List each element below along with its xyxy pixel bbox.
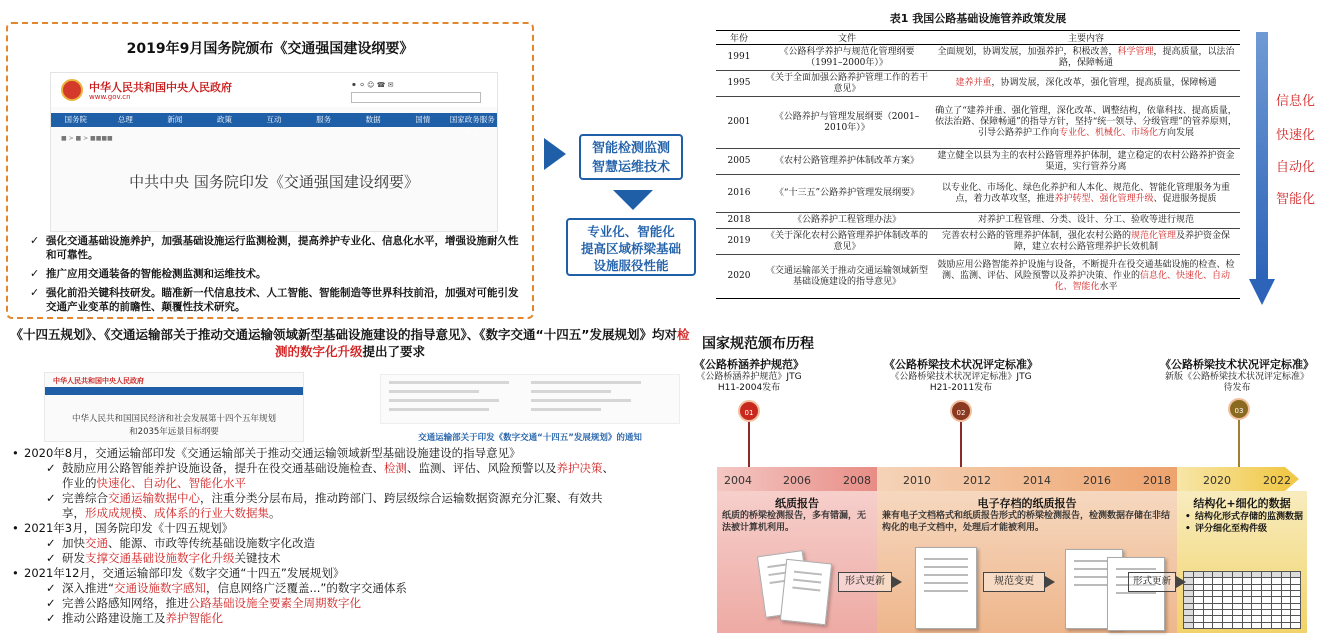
text-run: 完善公路感知网络，推进	[62, 596, 189, 610]
transition-arrow: 规范变更	[983, 572, 1045, 592]
era-electronic	[877, 491, 1177, 633]
paper-report-icon	[780, 559, 832, 625]
text-run: 、能源、市政等传统基础设施数字化改造	[108, 536, 315, 550]
text-run: 全面规划，协调发展，加强养护，积极改善，	[937, 46, 1118, 57]
trend-word: 快速化	[1276, 128, 1316, 143]
check-icon: ✓	[30, 286, 40, 299]
highlight-text: 形成成规模、成体系的行业大数据集	[85, 506, 269, 520]
cell-content	[932, 255, 1240, 299]
gov-nav-item: 国家政务服务平台	[449, 115, 495, 138]
text-run: 深入推进“	[62, 581, 114, 595]
gov-site-header	[51, 73, 497, 107]
pin-line	[748, 422, 750, 468]
text-run: 及养护资金保障，建立农村公路管理养护长效机制	[1013, 230, 1231, 252]
report-page-icon	[1107, 557, 1165, 631]
highlight-text: 规范化管理	[1130, 230, 1176, 241]
text-run: 关键技术	[234, 551, 281, 565]
trend-word: 信息化	[1276, 94, 1316, 109]
cell-year: 2001	[716, 97, 762, 149]
outline-points	[30, 234, 522, 319]
col-header-doc: 文件	[762, 31, 932, 45]
table-header-row	[716, 31, 1240, 45]
timeline-entry	[10, 521, 696, 536]
year-tick: 2012	[963, 474, 991, 487]
highlight-text: 建养并重	[955, 78, 992, 88]
policy-panel-2019	[6, 22, 534, 319]
table-row	[716, 97, 1240, 149]
text-run: 建立健全以县为主的农村公路管理养护体制，建立稳定的农村公路养护资金渠道，实行管养分离	[937, 150, 1235, 172]
standard-sub: 待发布	[1223, 383, 1251, 393]
table-title: 表1 我国公路基础设施管养政策发展	[889, 12, 1067, 25]
timeline-subpoint	[10, 581, 696, 596]
check-icon: ✓	[46, 611, 56, 625]
panel-title: 2019年9月国务院颁布《交通强国建设纲要》	[126, 41, 414, 57]
timeline-subpoint	[10, 536, 696, 551]
policy-timeline-list	[10, 446, 696, 626]
text-run: 、	[602, 461, 614, 475]
cell-document: 《交通运输部关于推动交通运输领域新型基础设施建设的指导意见》	[762, 255, 932, 299]
standards-title: 国家规范颁布历程	[702, 336, 814, 352]
text-run: 鼓励应用公路智能养护设施与设备，不断提升在役交通基础设施的检查、检测、监测、评估、风险预警以及养护决策、作业的	[937, 260, 1235, 281]
breadcrumb: ■ > ■ > ■■■■	[61, 135, 113, 142]
plan-title-line: 和2035年远景目标纲要	[129, 427, 219, 437]
era-title: 结构化+细化的数据	[1193, 497, 1291, 510]
cell-content	[932, 175, 1240, 213]
cell-year: 2016	[716, 175, 762, 213]
cell-document: 《关于深化农村公路管理养护体制改革的意见》	[762, 229, 932, 255]
year-tick: 2016	[1083, 474, 1111, 487]
tech-box-line: 智能检测监测	[591, 141, 670, 156]
policy-table	[716, 30, 1240, 299]
highlight-text: 检测的数字化升级	[274, 327, 690, 359]
text-run: 2021年3月，国务院印发《十四五规划》	[24, 521, 234, 535]
timeline-subpoint	[10, 461, 696, 476]
arrow-right-icon	[544, 138, 566, 170]
goal-box	[566, 218, 696, 276]
timeline-subpoint	[10, 506, 696, 521]
year-tick: 2014	[1023, 474, 1051, 487]
text-run: 鼓励应用公路智能养护设施设备，提升在役交通基础设施检查、	[62, 461, 384, 475]
text-run: 。	[269, 506, 281, 520]
highlight-text: 快速化、自动化、智能化水平	[96, 476, 246, 490]
standard-name: 《公路桥涵养护规范》	[694, 358, 804, 371]
gov-toolbar-icons: ⚫ ⚪ ☺ ☎ ✉	[351, 81, 394, 89]
pin-line	[960, 422, 962, 468]
check-icon: ✓	[30, 267, 40, 280]
cell-document: 《公路养护与管理发展纲要（2001–2010年）》	[762, 97, 932, 149]
text-run: 对养护工程管理、分类、设计、分工、验收等进行规范	[977, 215, 1194, 225]
outline-point	[30, 234, 522, 262]
check-icon: ✓	[46, 491, 56, 505]
text-run: 方向发展	[1158, 128, 1195, 138]
cell-year: 1991	[716, 45, 762, 71]
check-icon: ✓	[46, 551, 56, 565]
timeline-entry	[10, 446, 696, 461]
goal-box-line: 专业化、智能化	[587, 224, 675, 239]
cell-year: 2018	[716, 213, 762, 229]
timeline-entry	[10, 566, 696, 581]
gov-nav-item: 新闻	[167, 115, 183, 124]
table-row	[716, 149, 1240, 175]
tech-box-line: 智慧运维技术	[591, 160, 670, 175]
highlight-text: 科学管理	[1117, 46, 1154, 57]
check-icon: ✓	[46, 536, 56, 550]
text-run: 完善农村公路的管理养护体制，强化农村公路的	[941, 230, 1131, 241]
era-list-item: • 结构化形式存储的监测数据	[1185, 511, 1303, 523]
transition-arrow: 形式更新	[1128, 572, 1176, 592]
era-structured	[1177, 491, 1307, 633]
highlight-text: 信息化、快速化、自动化、智能化	[1054, 271, 1231, 292]
milestone-pin-icon: 01	[738, 400, 760, 422]
highlight-text: 专业化、机械化、市场化	[1058, 128, 1158, 138]
cell-year: 2020	[716, 255, 762, 299]
cell-content	[932, 45, 1240, 71]
text-run: 提出了要求	[362, 344, 426, 359]
timeline-subpoint	[10, 491, 696, 506]
highlight-text: 养护智能化	[165, 611, 223, 625]
cell-content	[932, 149, 1240, 175]
article-headline: 中共中央 国务院印发《交通强国建设纲要》	[129, 173, 419, 191]
highlight-text: 交通	[85, 536, 108, 550]
table-row	[716, 45, 1240, 71]
highlight-text: 交通设施数字感知	[113, 581, 206, 595]
text-run: ，信息网络广泛覆盖...”的数字交通体系	[205, 581, 407, 595]
structured-data-table-icon	[1183, 571, 1301, 629]
outline-point-text: 强化前沿关键科技研发。瞄准新一代信息技术、人工智能、智能制造等世界科技前沿，加强对可能引发交通产业变革的前瞻性、颠覆性技术研究。	[46, 287, 519, 313]
notice-screenshot	[380, 374, 680, 424]
text-run: 作业的	[62, 476, 97, 490]
gov-nav-item: 国务院	[64, 115, 88, 124]
era-paper	[717, 491, 877, 633]
gov-site-url: www.gov.cn	[89, 93, 131, 101]
text-run: 完善综合	[62, 491, 108, 505]
timeline-subpoint	[10, 476, 696, 491]
era-list-item: • 评分细化至构件级	[1185, 523, 1303, 535]
text-run: ，协调发展，深化改革，强化管理，提高质量，保障畅通	[991, 78, 1217, 88]
highlight-text: 检测	[384, 461, 407, 475]
timeline-subpoint	[10, 611, 696, 626]
gov-nav-item: 政策	[216, 115, 232, 124]
plan-title	[45, 413, 303, 439]
text-run: 以专业化、市场化、绿色化养护和人本化、规范化、智能化管理服务为重点，着力改革攻坚，推进	[941, 182, 1230, 204]
plan-14th-screenshot	[44, 372, 304, 442]
timeline-subpoint	[10, 596, 696, 611]
highlight-text: 支撑交通基础设施数字化升级	[85, 551, 235, 565]
gov-nav-item: 总理	[117, 115, 133, 124]
col-header-content: 主要内容	[932, 31, 1240, 45]
text-run: 2020年8月，交通运输部印发《交通运输部关于推动交通运输领域新型基础设施建设的指导意见》	[24, 446, 521, 460]
cell-document: 《“十三五”公路养护管理发展纲要》	[762, 175, 932, 213]
table-row	[716, 229, 1240, 255]
era-text: 纸质的桥梁检测报告，多有错漏，无法被计算机利用。	[722, 511, 867, 533]
gov-website-screenshot	[50, 72, 498, 232]
standard-name: 《公路桥梁技术状况评定标准》	[1160, 358, 1314, 371]
highlight-text: 养护转型、强化管理升级	[1054, 193, 1154, 204]
notice-caption: 交通运输部关于印发《数字交通“十四五”发展规划》的通知	[418, 433, 642, 443]
text-run: ，注重分类分层布局，推动跨部门、跨层级综合运输数据资源充分汇聚、有效共	[200, 491, 603, 505]
highlight-text: 公路基础设施全要素全周期数字化	[188, 596, 361, 610]
check-icon: ✓	[46, 581, 56, 595]
trend-word: 自动化	[1276, 160, 1316, 175]
digital-upgrade-heading	[8, 326, 692, 360]
gov-nav-item: 互动	[266, 115, 282, 124]
text-run: 推动公路建设施工及	[62, 611, 166, 625]
check-icon: ✓	[46, 596, 56, 610]
tech-box	[579, 134, 683, 180]
standard-sub: 新版《公路桥梁技术状况评定标准》	[1164, 372, 1309, 382]
highlight-text: 交通运输数据中心	[108, 491, 200, 505]
transition-arrow: 形式更新	[838, 572, 892, 592]
text-run: 水平	[1099, 282, 1118, 292]
cell-year: 1995	[716, 71, 762, 97]
goal-box-line: 设施服役性能	[593, 258, 669, 273]
outline-point-text: 推广应用交通装备的智能检测监测和运维技术。	[46, 268, 267, 280]
table-row	[716, 213, 1240, 229]
col-header-year: 年份	[716, 31, 762, 45]
milestone-pin-icon: 02	[950, 400, 972, 422]
table-row	[716, 175, 1240, 213]
gov-nav-item: 服务	[316, 115, 332, 124]
year-tick: 2018	[1143, 474, 1171, 487]
year-tick: 2004	[724, 474, 752, 487]
cell-content	[932, 229, 1240, 255]
gov-search-input	[351, 92, 481, 103]
pin-line	[1238, 420, 1240, 468]
era-title: 电子存档的纸质报告	[977, 497, 1077, 510]
cell-content	[932, 97, 1240, 149]
gov-nav-bar	[51, 113, 497, 138]
trend-arrow-shaft	[1256, 32, 1268, 280]
text-run: 《十四五规划》、《交通运输部关于推动交通运输领域新型基础设施建设的指导意见》、《数字交通“十四五”发展规划》均对	[10, 327, 677, 342]
outline-point-text: 强化交通基础设施养护，加强基础设施运行监测检测，提高养护专业化、信息化水平，增强设施耐久性和可靠性。	[46, 235, 519, 261]
gov-nav-bar	[45, 387, 303, 395]
era-title: 纸质报告	[775, 497, 819, 510]
standard-sub: H21-2011发布	[929, 383, 993, 393]
standard-name: 《公路桥梁技术状况评定标准》	[884, 358, 1038, 371]
cell-content	[932, 213, 1240, 229]
check-icon: ✓	[46, 461, 56, 475]
milestone-pin-icon: 03	[1228, 398, 1250, 420]
cell-year: 2019	[716, 229, 762, 255]
report-page-icon	[915, 547, 977, 629]
text-run: 、促进服务提质	[1153, 193, 1217, 204]
gov-site-name: 中华人民共和国中央人民政府	[53, 377, 144, 385]
national-emblem-icon	[61, 79, 83, 101]
text-run: 2021年12月，交通运输部印发《数字交通“十四五”发展规划》	[24, 566, 345, 580]
text-run: 研发	[62, 551, 85, 565]
era-text: 兼有电子文档格式和纸质报告形式的桥梁检测报告，检测数据存储在非结构化的电子文档中，处理后才能被利用。	[882, 511, 1171, 533]
cell-document: 《农村公路管理养护体制改革方案》	[762, 149, 932, 175]
cell-content	[932, 71, 1240, 97]
cell-year: 2005	[716, 149, 762, 175]
year-tick: 2022	[1263, 474, 1291, 487]
plan-title-line: 中华人民共和国国民经济和社会发展第十四个五年规划	[71, 414, 276, 424]
table-row	[716, 255, 1240, 299]
outline-point	[30, 267, 522, 281]
standard-sub: H11-2004发布	[717, 383, 781, 393]
gov-nav-item: 国情	[415, 115, 431, 124]
gov-site-name: 中华人民共和国中央人民政府	[89, 81, 232, 94]
text-run: 确立了“建养并重、强化管理，深化改革、调整结构，依靠科技、提高质量，依法治路、保障畅通”的指导方针，坚持“统一领导、分级管理”的管养原则，引导公路养护工作向	[935, 106, 1237, 138]
cell-document: 《公路养护工程管理办法》	[762, 213, 932, 229]
highlight-text: 养护决策	[556, 461, 603, 475]
year-tick: 2006	[783, 474, 811, 487]
year-tick: 2020	[1203, 474, 1231, 487]
goal-box-line: 提高区域桥梁基础	[580, 241, 681, 256]
timeline-subpoint	[10, 551, 696, 566]
cell-document: 《公路科学养护与规范化管理纲要（1991–2000年）》	[762, 45, 932, 71]
text-run: 、监测、评估、风险预警以及	[407, 461, 557, 475]
year-tick: 2010	[903, 474, 931, 487]
gov-nav-item: 数据	[365, 115, 381, 124]
standard-sub: 《公路桥梁技术状况评定标准》JTG	[890, 372, 1032, 382]
year-tick: 2008	[843, 474, 871, 487]
check-icon: ✓	[30, 234, 40, 247]
standard-sub: 《公路桥涵养护规范》JTG	[696, 372, 802, 382]
text-run: 加快	[62, 536, 85, 550]
trend-arrow-down-icon	[1249, 279, 1275, 305]
trend-word: 智能化	[1276, 192, 1316, 207]
text-run: 享，	[62, 506, 85, 520]
cell-document: 《关于全面加强公路养护管理工作的若干意见》	[762, 71, 932, 97]
outline-point	[30, 286, 522, 314]
table-row	[716, 71, 1240, 97]
era-structured-list	[1185, 511, 1303, 535]
arrow-down-icon	[613, 190, 653, 210]
text-run: ，提高质量，以法治路，保障畅通	[1058, 46, 1235, 68]
